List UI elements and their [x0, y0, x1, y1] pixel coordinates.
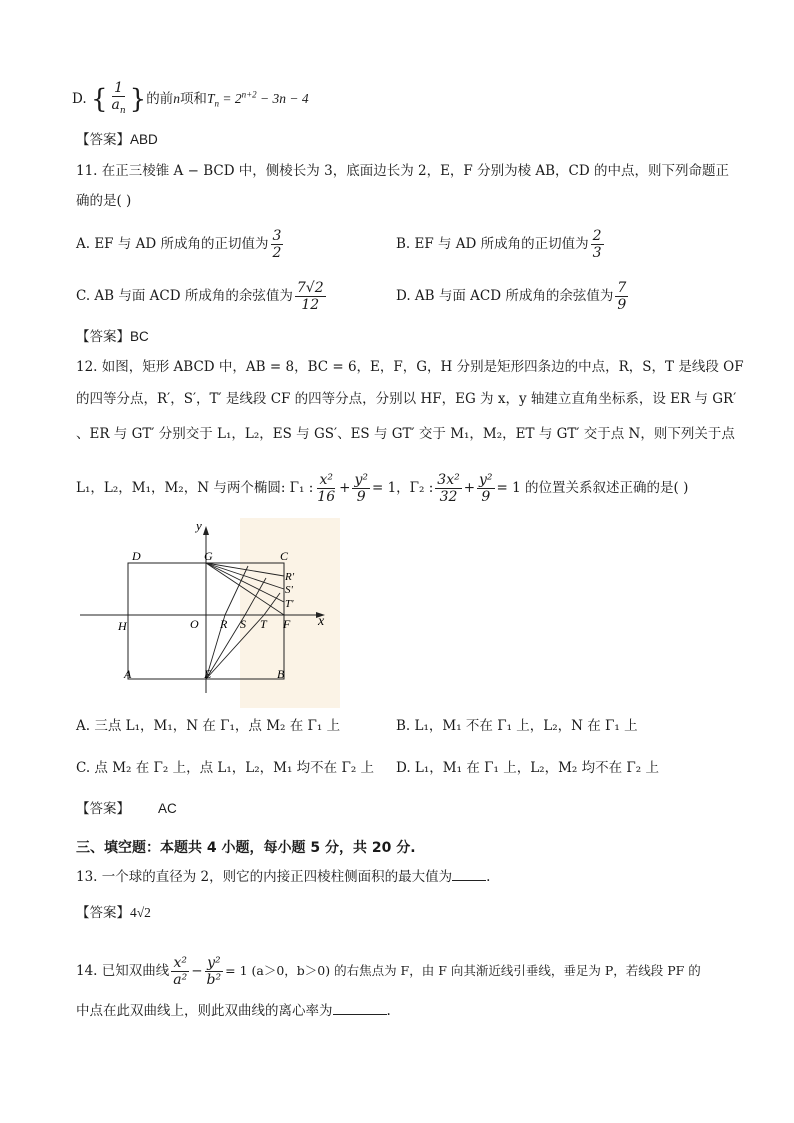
label-d: D: [132, 549, 141, 563]
label-o: O: [190, 617, 199, 631]
label-b: B: [277, 667, 285, 681]
answer-11: 【答案】BC: [76, 329, 149, 344]
answer-blank: [333, 1014, 387, 1015]
q11-option-a: A. EF 与 AD 所成角的正切值为 $\frac{3}{2}$: [76, 228, 282, 261]
section-3-title: 三、填空题：本题共 4 小题，每小题 5 分，共 20 分.: [76, 840, 416, 856]
q12-option-a: A. 三点 L₁，M₁，N 在 Γ₁，点 M₂ 在 Γ₁ 上: [76, 718, 341, 734]
q11-option-d: D. AB 与面 ACD 所成角的余弦值为 $\frac{7}{9}$: [396, 280, 627, 313]
q10-option-d: D. { $\frac{1}{a_n}$ }的前n项和$T_n = 2^{n+2} - 3n - 4$: [72, 80, 309, 119]
answer-12: 【答案】 AC: [76, 801, 177, 816]
q12-stem-line4: L₁，L₂，M₁，M₂，N 与两个椭圆: Γ₁ : $\frac{\text{x²}}{16}$ + $\frac{\text{y²}}{9}$ = 1，Γ₂ : $\frac{\text{3x²}}{32}$ + $\frac{\text{y²}}{9}$ = 1 的位置关系叙述正确的是( ): [76, 472, 689, 505]
q12-stem-line3: 、ER 与 GT′ 分别交于 L₁，L₂，ES 与 GS′、ES 与 GT′ 交于 M₁，M₂，ET 与 GT′ 交于点 N，则下列关于点: [76, 426, 735, 442]
label-s: S: [240, 617, 246, 631]
q14-stem-line2: 中点在此双曲线上，则此双曲线的离心率为 .: [76, 1003, 391, 1019]
label-e: E: [204, 667, 212, 681]
fraction-1-over-an: $\frac{1}{a_n}$: [111, 80, 126, 116]
geometry-figure: [80, 518, 340, 708]
label-c: C: [280, 549, 289, 563]
label-t: T: [260, 617, 267, 631]
answer-blank: [452, 880, 486, 881]
q11-option-c: C. AB 与面 ACD 所成角的余弦值为 $\frac{7√2}{12}$: [76, 280, 324, 313]
label-y: y: [196, 518, 202, 533]
q12-option-c: C. 点 M₂ 在 Γ₂ 上，点 L₁，L₂，M₁ 均不在 Γ₂ 上: [76, 760, 375, 776]
label-s-prime: S': [285, 584, 293, 596]
label-h: H: [118, 619, 127, 633]
q11-option-b: B. EF 与 AD 所成角的正切值为 $\frac{2}{3}$: [396, 228, 602, 261]
answer-13: 【答案】4√2: [76, 905, 151, 920]
label-x: x: [318, 614, 325, 629]
label-r-prime: R': [285, 571, 295, 583]
left-brace: {: [90, 84, 108, 115]
answer-10: 【答案】ABD: [76, 132, 158, 147]
right-brace: }: [129, 84, 147, 115]
label-a: A: [124, 667, 132, 681]
q12-stem-line2: 的四等分点，R′，S′，T′ 是线段 CF 的四等分点，分别以 HF，EG 为 x，y 轴建立直角坐标系，设 ER 与 GR′: [76, 391, 737, 407]
q12-stem-line1: 12. 如图，矩形 ABCD 中，AB = 8，BC = 6，E，F，G，H 分别是矩形四条边的中点，R，S，T 是线段 OF: [76, 359, 744, 375]
q13-stem: 13. 一个球的直径为 2，则它的内接正四棱柱侧面积的最大值为 .: [76, 869, 491, 885]
option-label: D.: [72, 90, 87, 107]
label-t-prime: T': [285, 598, 294, 610]
q11-stem-line1: 11. 在正三棱锥 A − BCD 中，侧棱长为 3，底面边长为 2，E，F 分别为棱 AB，CD 的中点，则下列命题正: [76, 163, 729, 179]
y-axis-arrow-icon: [203, 526, 209, 535]
q14-stem-line1: 14. 已知双曲线 $\frac{\text{x²}}{\text{a²}}$ − $\frac{\text{y²}}{\text{b²}}$ = 1 (a＞0，b＞0) 的右焦点为 F，由 F 向其渐近线引垂线，垂足为 P，若线段 PF 的: [76, 955, 701, 988]
q12-option-d: D. L₁，M₁ 在 Γ₁ 上，L₂，M₂ 均不在 Γ₂ 上: [396, 760, 659, 776]
q12-option-b: B. L₁，M₁ 不在 Γ₁ 上，L₂，N 在 Γ₁ 上: [396, 718, 638, 734]
label-g: G: [204, 549, 213, 563]
q11-stem-line2: 确的是( ): [76, 193, 132, 209]
label-r: R: [220, 617, 228, 631]
label-f: F: [283, 617, 291, 631]
